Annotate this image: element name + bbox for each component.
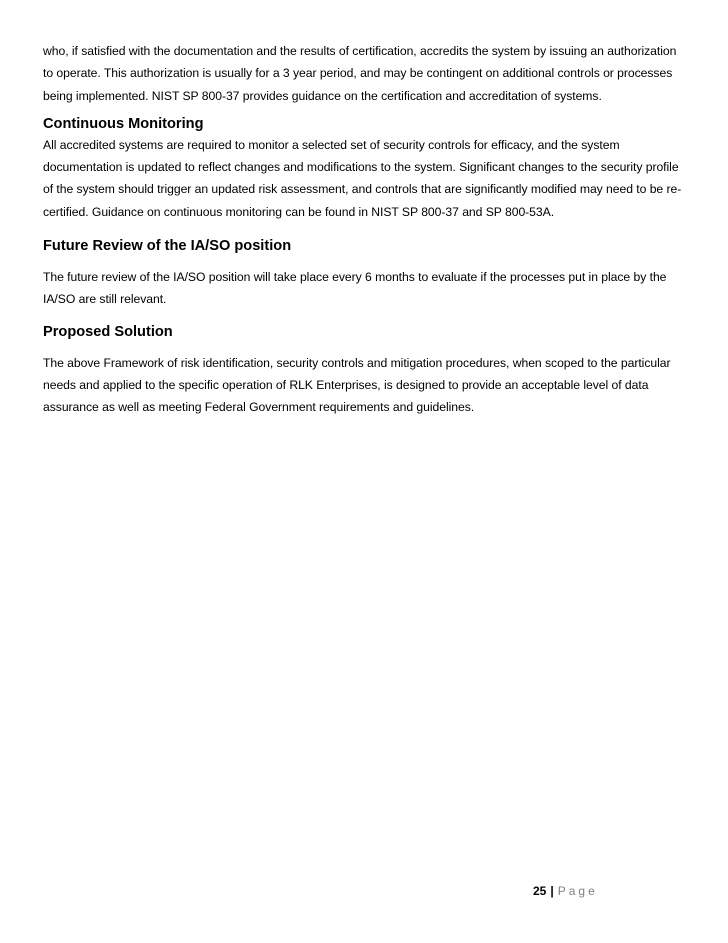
section-heading-future-review: Future Review of the IA/SO position	[43, 238, 292, 255]
section-heading-proposed-solution: Proposed Solution	[43, 323, 173, 340]
intro-paragraph: who, if satisfied with the documentation and the results of certification, accredits the system by issuing an authorization to operate. This authorization is usually for a 3 year period, and may be contingent on additional controls or processes being implemented. NIST SP 800-37 provides guidance on the certification and accreditation of systems.	[43, 44, 677, 103]
page-number: 25	[533, 884, 547, 898]
section-body-proposed-solution: The above Framework of risk identification, security controls and mitigation procedures, when scoped to the particular needs and applied to the specific operation of RLK Enterprises, is designed to provide an acceptable level of data assurance as well as meeting Federal Government requirements and guidelines.	[43, 355, 671, 415]
section-heading-continuous-monitoring: Continuous Monitoring	[43, 115, 204, 132]
footer-separator: |	[550, 884, 554, 898]
page-content	[43, 40, 689, 419]
page-footer	[533, 884, 598, 898]
section-body-future-review: The future review of the IA/SO position will take place every 6 months to evaluate if the processes put in place by the IA/SO are still relevant.	[43, 270, 667, 307]
page-label: Page	[557, 884, 598, 898]
section-body-continuous-monitoring: All accredited systems are required to monitor a selected set of security controls for efficacy, and the system documentation is updated to reflect changes and modifications to the system. Significant changes to the security profile of the system should trigger an updated risk assessment, and controls that are significantly modified may need to be re-certified. Guidance on continuous monitoring can be found in NIST SP 800-37 and SP 800-53A.	[43, 137, 682, 219]
